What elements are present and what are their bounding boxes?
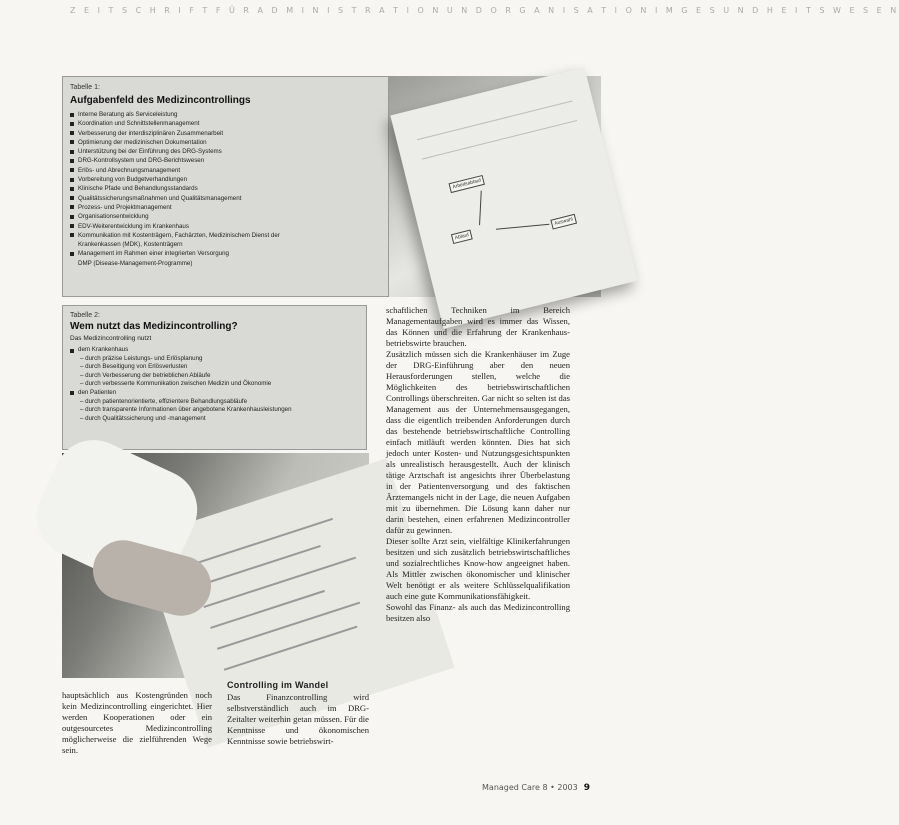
list-group: den Patienten [70,389,292,398]
list-item: Prozess- und Projektmanagement [70,203,280,212]
table1-list [70,110,280,268]
paragraph: Das Finanzcontrolling wird selbstverständlich auch im DRG-Zeitalter weiterhin getan müssen. Für die Kenntnisse und ökonomischen Kenntnisse sowie betriebswirt- [227,692,369,746]
flow-box: Auswahl [550,214,577,230]
list-item: Klinische Pfade und Behandlungsstandards [70,184,280,193]
table2-subtitle: Das Medizincontrolling nutzt [70,335,152,342]
list-item: Interne Beratung als Serviceleistung [70,110,280,119]
table2-box [62,305,367,450]
table1-box [62,76,389,297]
list-item: – durch präzise Leistungs- und Erlösplanung [80,354,203,362]
list-item: Krankenkassen (MDK), Kostenträgern [78,241,183,249]
list-item: Optimierung der medizinischen Dokumentation [70,138,280,147]
list-item: Organisationsentwicklung [70,212,280,221]
table1-label: Tabelle 1: [70,84,100,91]
page-footer [430,783,590,793]
list-item: DRG-Kontrollsystem und DRG-Berichtswesen [70,156,280,165]
list-item: Koordination und Schnittstellenmanagement [70,119,280,128]
paragraph: hauptsächlich aus Kostengründen noch kein Medizincontrolling eingerichtet. Hier werden Kooperationen oder ein outgesourcetes Medizincontrolling möglicherweise die zielführenden Wege sein. [62,690,212,755]
documents-photo [62,453,369,678]
page-number: 9 [583,783,590,793]
list-item: EDV-Weiterentwicklung im Krankenhaus [70,222,280,231]
running-header: Z E I T S C H R I F T F Ü R A D M I N I S T R A T I O N U N D O R G A N I S A T I O N I M G E S U N D H E I T S W E S E N [70,6,899,15]
list-item: Kommunikation mit Kostenträgern, Fachärzten, Medizinischem Dienst der [70,231,280,240]
paragraph: schaftlichen Techniken im Bereich Managementaufgaben wird es immer das Wissen, das Können und die Erfahrung der Krankenhaus-betriebswirte brauchen. [386,305,570,348]
paragraph: Zusätzlich müssen sich die Krankenhäuser im Zuge der DRG-Einführung aber den neuen Herausforderungen stellen, welche die Möglichkeiten des betriebswirtschaftlichen Controllings überschreiten. Gar nicht so selten ist das Management aus der Unternehmensausgegangen, dass die eigentlich treibenden Anforderungen durch das bestehende betriebswirtschaftliche Controlling einfach mitläuft werden könnten. Dies hat sich jedoch unter Kosten- und Nutzungsgesichtspunkten als unrealistisch herausgestellt. Auch der klinisch tätige Arztschaft ist angesichts ihrer Überbelastung in der Patientenversorgung und des faktischen Ärztemangels nicht in der Lage, die neuen Aufgaben mit zu übernehmen. Die Lösung kann daher nur darin bestehen, einen erfahrenen Medizincontroller dafür zu gewinnen. [386,349,570,535]
list-item: Verbesserung der interdisziplinären Zusammenarbeit [70,129,280,138]
list-item: Qualitätssicherungsmaßnahmen und Qualitätsmanagement [70,194,280,203]
list-item: – durch patientenorientierte, effizientere Behandlungsabläufe [80,397,248,405]
list-item: Erlös- und Abrechnungsmanagement [70,166,280,175]
paragraph: Dieser sollte Arzt sein, vielfältige Klinikerfahrungen besitzen und sich zusätzlich betriebswirtschaftliches und sozialrechtliches Know-how angeeignet haben. Als Mittler zwischen ökonomischer und klinischer Welt benötigt er als weitere Schlüsselqualifikation auch eine gute Kommunikationsfähigkeit. [386,536,570,601]
flow-box: Arbeitsablauf [449,175,486,193]
list-item: – durch Beseitigung von Erlösverlusten [80,363,188,371]
list-item: – durch verbesserte Kommunikation zwischen Medizin und Ökonomie [80,380,272,388]
text-column-2 [227,680,369,747]
section-heading: Controlling im Wandel [227,680,329,690]
list-item: Unterstützung bei der Einführung des DRG-Systems [70,147,280,156]
table2-list [70,346,292,423]
flow-box: Ablauf [451,229,473,244]
list-item: Vorbereitung von Budgetverhandlungen [70,175,280,184]
table1-title: Aufgabenfeld des Medizincontrollings [70,95,251,106]
flowchart-paper [390,67,637,329]
list-item: – durch Verbesserung der betrieblichen Abläufe [80,371,211,379]
list-item: DMP (Disease-Management-Programme) [78,259,193,267]
list-item: – durch transparente Informationen über angebotene Krankenhausleistungen [80,406,292,414]
paragraph: Sowohl das Finanz- als auch das Medizincontrolling besitzen also [386,602,570,623]
text-column-1 [62,690,212,756]
table2-title: Wem nutzt das Medizincontrolling? [70,321,238,332]
flowchart-photo [389,76,601,297]
list-item: Management im Rahmen einer integrierten Versorgung [70,249,280,258]
journal-name: Managed Care 8 • 2003 [482,783,578,792]
table2-label: Tabelle 2: [70,312,100,319]
text-column-3 [386,305,570,624]
list-item: – durch Qualitätssicherung und -management [80,414,206,422]
list-group: dem Krankenhaus [70,346,292,355]
flow-arrows [390,67,637,329]
